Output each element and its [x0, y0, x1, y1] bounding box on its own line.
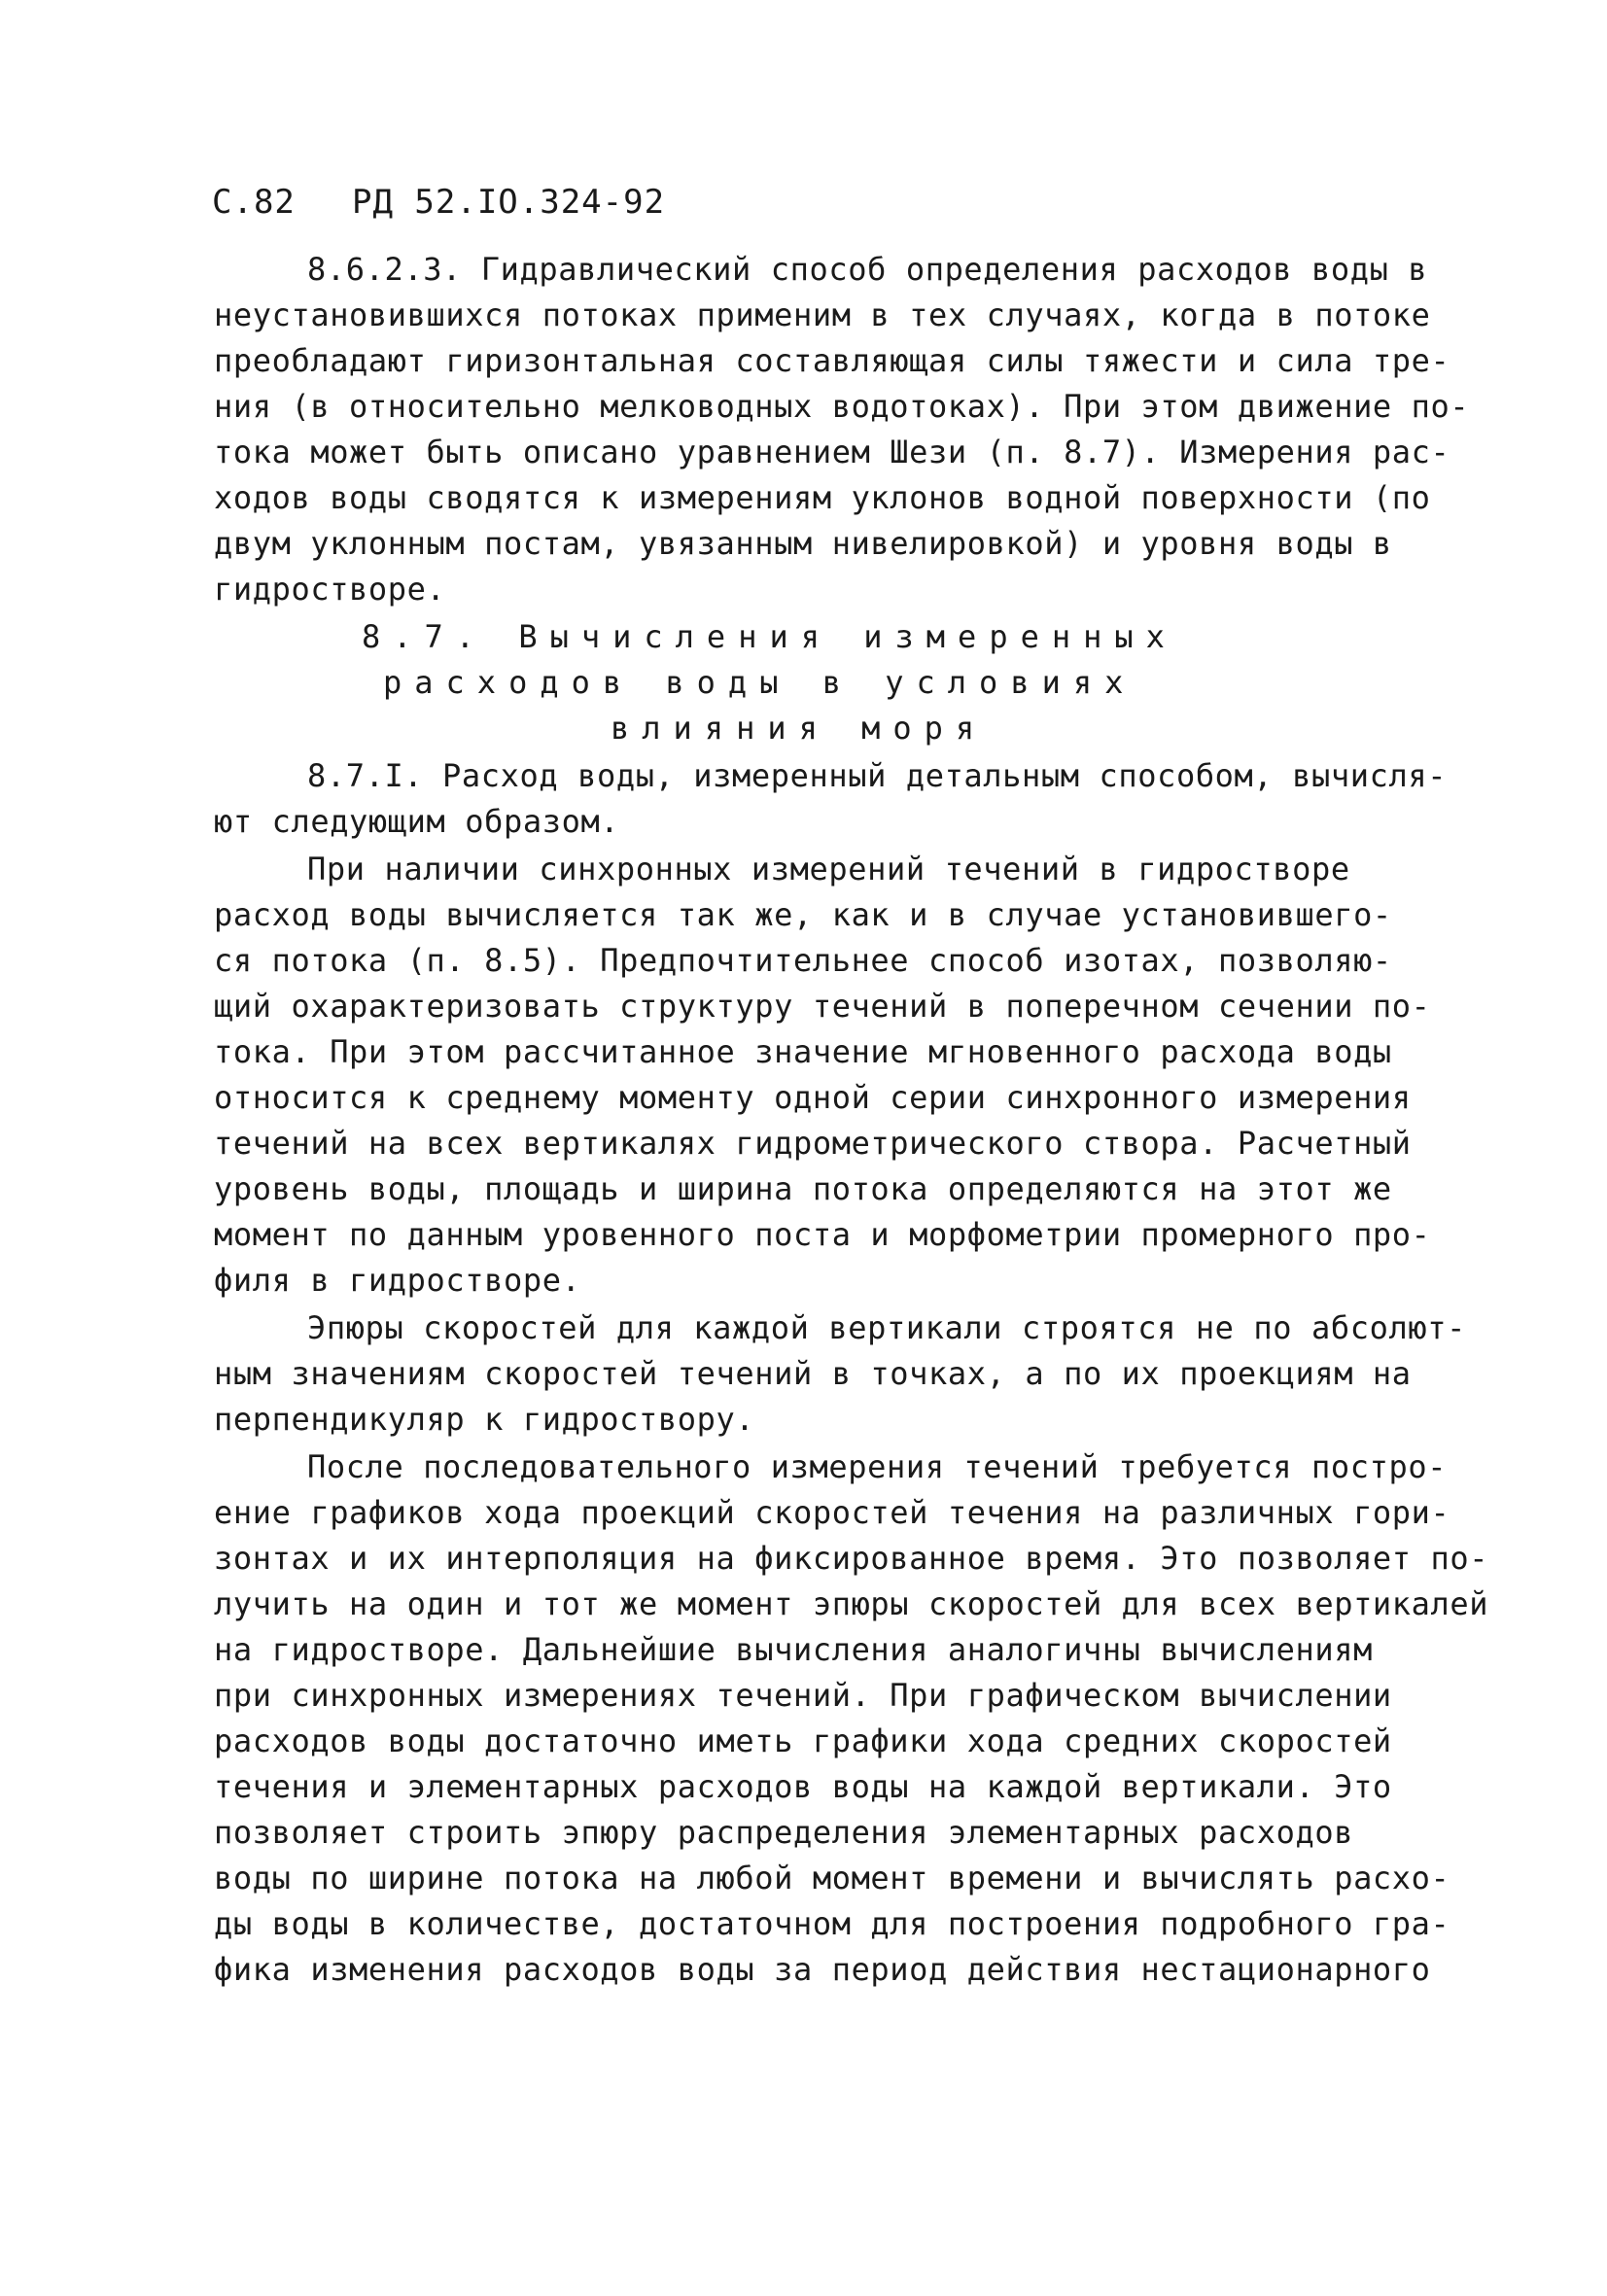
- text-line: воды по ширине потока на любой момент времени и вычислять расхо-: [214, 1860, 1450, 1896]
- heading-line: расходов воды в условиях: [383, 664, 1136, 701]
- text-line: ходов воды сводятся к измерениям уклонов водной поверхности (по: [214, 479, 1431, 516]
- text-line: позволяет строить эпюру распределения элементарных расходов: [214, 1814, 1354, 1851]
- text-line: течений на всех вертикалях гидрометрического створа. Расчетный: [214, 1125, 1412, 1162]
- text-line: расход воды вычисляется так же, как и в случае установившего-: [214, 896, 1392, 933]
- text-line: щий охарактеризовать структуру течений в поперечном сечении по-: [214, 988, 1431, 1025]
- text-line: После последовательного измерения течений требуется постро-: [307, 1448, 1448, 1485]
- text-line: филя в гидростворе.: [214, 1262, 581, 1299]
- text-line: гидростворе.: [214, 571, 446, 608]
- text-line: фика изменения расходов воды за период действия нестационарного: [214, 1951, 1431, 1988]
- text-line: ся потока (п. 8.5). Предпочтительнее способ изотах, позволяю-: [214, 942, 1392, 979]
- text-line: ение графиков хода проекций скоростей течения на различных гори-: [214, 1494, 1450, 1531]
- heading-line: 8.7. Вычисления измеренных: [362, 618, 1177, 655]
- text-line: момент по данным уровенного поста и морфометрии промерного про-: [214, 1216, 1431, 1253]
- heading-line: влияния моря: [611, 710, 988, 747]
- text-line: двум уклонным постам, увязанным нивелировкой) и уровня воды в: [214, 525, 1392, 562]
- text-line: относится к среднему моменту одной серии синхронного измерения: [214, 1079, 1412, 1116]
- text-line: тока может быть описано уравнением Шези (п. 8.7). Измерения рас-: [214, 434, 1450, 470]
- document-code: РД 52.IO.324-92: [352, 183, 666, 222]
- page-number: С.82: [212, 183, 296, 222]
- text-line: зонтах и их интерполяция на фиксированное время. Это позволяет по-: [214, 1540, 1489, 1577]
- text-line: 8.7.I. Расход воды, измеренный детальным способом, вычисля-: [307, 757, 1448, 794]
- text-line: тока. При этом рассчитанное значение мгновенного расхода воды: [214, 1033, 1392, 1070]
- text-line: 8.6.2.3. Гидравлический способ определения расходов воды в: [307, 251, 1428, 288]
- text-line: при синхронных измерениях течений. При графическом вычислении: [214, 1677, 1392, 1714]
- text-line: лучить на один и тот же момент эпюры скоростей для всех вертикалей: [214, 1585, 1489, 1622]
- text-line: расходов воды достаточно иметь графики хода средних скоростей: [214, 1722, 1392, 1759]
- text-line: на гидростворе. Дальнейшие вычисления аналогичны вычислениям: [214, 1631, 1373, 1668]
- text-line: ным значениям скоростей течений в точках, а по их проекциям на: [214, 1355, 1412, 1392]
- text-line: течения и элементарных расходов воды на каждой вертикали. Это: [214, 1768, 1392, 1805]
- text-line: перпендикуляр к гидроствору.: [214, 1401, 755, 1438]
- text-line: ния (в относительно мелководных водотоках). При этом движение по-: [214, 388, 1470, 425]
- text-line: ют следующим образом.: [214, 803, 620, 840]
- text-line: преобладают гиризонтальная составляющая силы тяжести и сила тре-: [214, 342, 1450, 379]
- text-line: При наличии синхронных измерений течений в гидростворе: [307, 851, 1350, 887]
- text-line: Эпюры скоростей для каждой вертикали строятся не по абсолют-: [307, 1309, 1466, 1346]
- text-line: уровень воды, площадь и ширина потока определяются на этот же: [214, 1170, 1392, 1207]
- text-line: неустановившихся потоках применим в тех случаях, когда в потоке: [214, 296, 1431, 333]
- text-line: ды воды в количестве, достаточном для построения подробного гра-: [214, 1905, 1450, 1942]
